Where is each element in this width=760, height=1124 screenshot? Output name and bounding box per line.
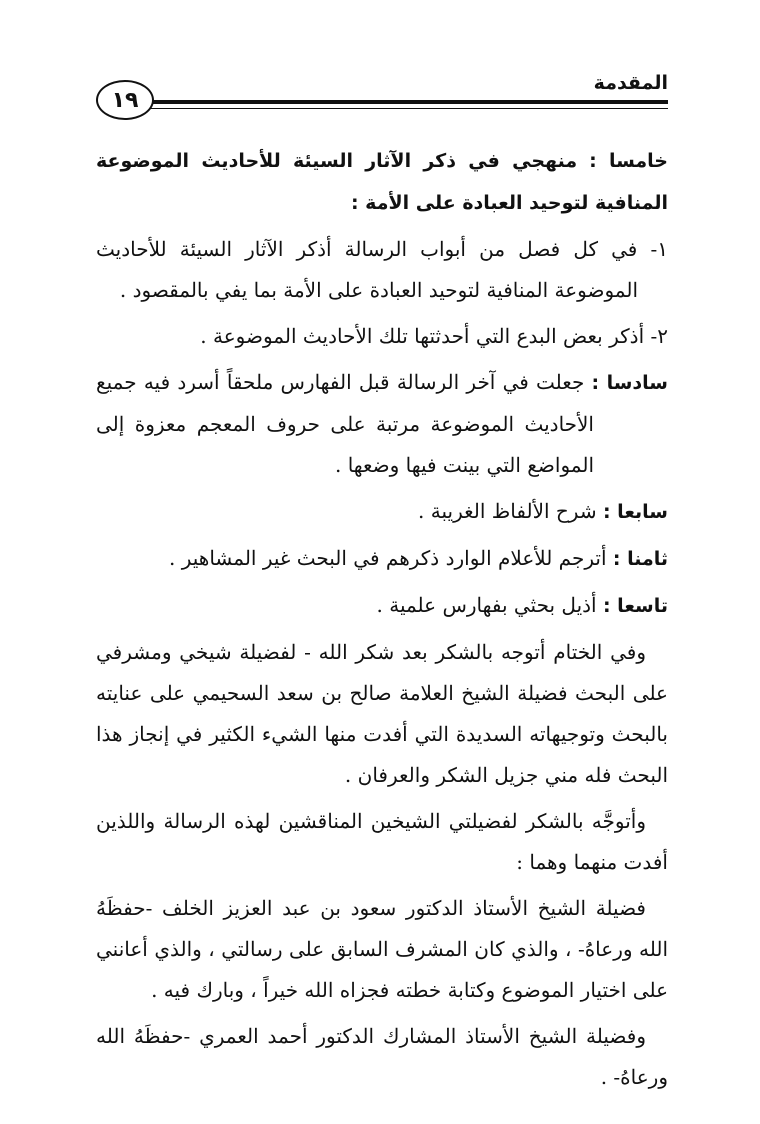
closing-paragraph-2: وأتوجَّه بالشكر لفضيلتي الشيخين المناقشين لهذه الرسالة واللذين أفدت منهما وهما : [96,809,668,874]
section-ninth-label: تاسعا : [602,595,668,617]
running-title: المقدمة [588,72,668,94]
section-eighth-text: أترجم للأعلام الوارد ذكرهم في البحث غير المشاهير . [168,546,607,570]
section-eighth-label: ثامنا : [612,548,668,570]
closing-paragraph-1: وفي الختام أتوجه بالشكر بعد شكر الله - لفضيلة شيخي ومشرفي على البحث فضيلة الشيخ العلامة صالح بن سعد السحيمي على عنايته بالبحث وتوجيهاته السديدة التي أفدت منها الشيء الكثير في إنجاز هذا البحث فله مني جزيل الشكر والعرفان . [96,640,668,787]
section-seventh-text: شرح الألفاظ الغريبة . [418,499,597,523]
closing-paragraph-4: وفضيلة الشيخ الأستاذ المشارك الدكتور أحمد العمري -حفظَهُ الله ورعاهُ- . [96,1024,668,1089]
section-fifth-label: خامسا : [589,150,668,172]
section-eighth [96,538,668,580]
page-body [96,140,668,1103]
page-number: ١٩ [96,80,154,120]
section-ninth-text: أذيل بحثي بفهارس علمية . [376,593,597,617]
header-rule-thin [146,108,668,109]
page-header [96,62,668,132]
header-rule-thick [146,100,668,104]
section-seventh [96,491,668,533]
section-sixth-text: جعلت في آخر الرسالة قبل الفهارس ملحقاً أسرد فيه جميع الأحاديث الموضوعة مرتبة على حروف المعجم معزوة إلى المواضع التي بينت فيها وضعها . [96,370,594,477]
section-sixth [96,362,668,486]
section-fifth-item-2: ٢- أذكر بعض البدع التي أحدثتها تلك الأحاديث الموضوعة . [200,324,668,348]
closing-paragraph-3: فضيلة الشيخ الأستاذ الدكتور سعود بن عبد العزيز الخلف -حفظَهُ الله ورعاهُ- ، والذي كان المشرف السابق على رسالتي ، والذي أعانني على اختيار الموضوع وكتابة خطته فجزاه الله خيراً ، وبارك فيه . [96,896,668,1002]
section-fifth-heading [96,140,668,224]
section-fifth-item-1: ١- في كل فصل من أبواب الرسالة أذكر الآثار السيئة للأحاديث الموضوعة المنافية لتوحيد العبادة على الأمة بما يفي بالمقصود . [96,237,668,302]
section-seventh-label: سابعا : [602,501,668,523]
section-fifth-title: منهجي في ذكر الآثار السيئة للأحاديث الموضوعة المنافية لتوحيد العبادة على الأمة : [96,150,668,214]
section-ninth [96,585,668,627]
section-sixth-label: سادسا : [591,372,668,394]
